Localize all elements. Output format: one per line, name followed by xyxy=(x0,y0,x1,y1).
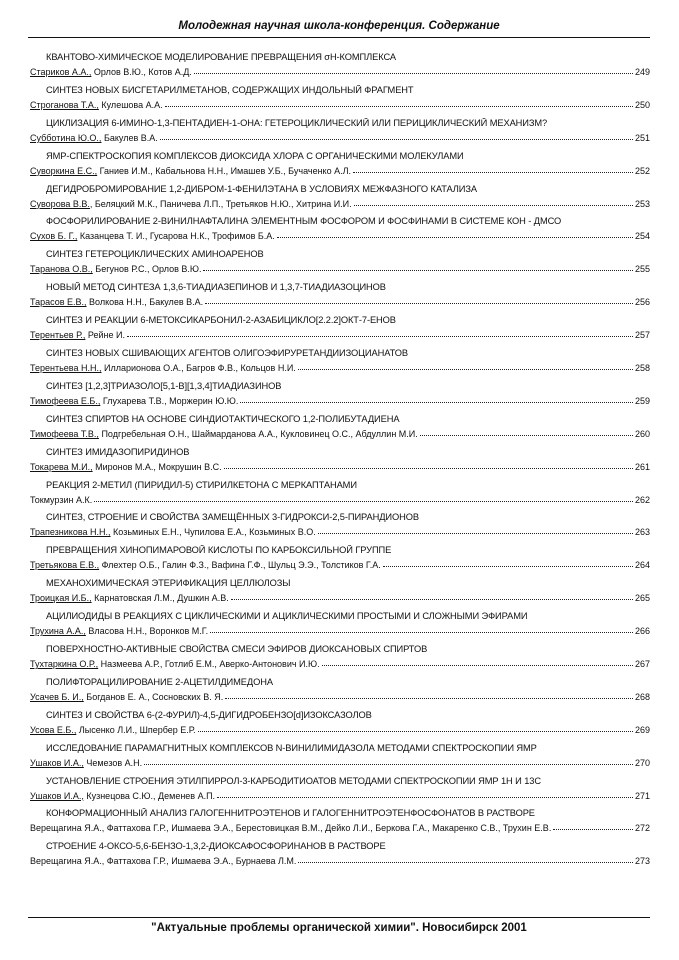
table-of-contents xyxy=(30,48,650,870)
co-authors: Карнатовская Л.М., Душкин А.В. xyxy=(91,593,229,604)
toc-entry xyxy=(30,48,650,81)
page-number: 254 xyxy=(634,231,650,242)
co-authors: Флехтер О.Б., Галин Ф.З., Вафина Г.Ф., Шульц Э.Э., Толстиков Г.А. xyxy=(99,560,381,571)
co-authors: Беляцкий М.К., Паничева Л.П., Третьяков Н.Ю., Хитрина И.И. xyxy=(92,198,352,209)
page-number: 255 xyxy=(634,264,650,275)
page-number: 260 xyxy=(634,428,650,439)
dot-leader xyxy=(165,106,633,107)
presenting-author: Токарева М.И., xyxy=(30,461,93,472)
page-number: 271 xyxy=(634,790,650,801)
presenting-author: Стариков А.А., xyxy=(30,67,92,77)
co-authors: Назмеева А.Р., Готлиб Е.М., Аверко-Антонович И.Ю. xyxy=(98,659,320,670)
presenting-author: Третьякова Е.В., xyxy=(30,560,100,571)
presenting-author: Таранова О.В., xyxy=(30,264,93,275)
page-number: 267 xyxy=(634,659,650,670)
entry-title: СИНТЕЗ [1,2,3]ТРИАЗОЛО[5,1-В][1,3,4]ТИАДИАЗИНОВ xyxy=(46,380,282,391)
toc-entry xyxy=(30,344,650,377)
dot-leader xyxy=(298,369,633,370)
entry-title: СИНТЕЗ И СВОЙСТВА 6-(2-ФУРИЛ)-4,5-ДИГИДРОБЕНЗО[d]ИЗОКСАЗОЛОВ xyxy=(46,709,372,720)
entry-line xyxy=(30,756,650,768)
dot-leader xyxy=(160,139,633,140)
co-authors: Чемезов А.Н. xyxy=(83,757,143,768)
entry-authors xyxy=(30,429,418,439)
entry-authors xyxy=(30,659,320,669)
entry-authors xyxy=(30,527,316,537)
entry-line xyxy=(30,98,650,110)
entry-authors xyxy=(30,758,142,768)
dot-leader xyxy=(210,632,633,633)
presenting-author: Терентьев Р., xyxy=(30,330,86,341)
presenting-author: Строганова Т.А., xyxy=(30,99,99,110)
dot-leader xyxy=(353,172,633,173)
presenting-author: Тухтаркина О.Р., xyxy=(30,659,99,670)
page-number: 250 xyxy=(634,99,650,110)
entry-title: ПОВЕРХНОСТНО-АКТИВНЫЕ СВОЙСТВА СМЕСИ ЭФИРОВ ДИОКСАНОВЫХ СПИРТОВ xyxy=(46,644,428,655)
toc-entry xyxy=(30,706,650,739)
toc-entry xyxy=(30,443,650,476)
dot-leader xyxy=(94,501,633,502)
dot-leader xyxy=(553,829,633,830)
entry-line xyxy=(30,854,650,866)
entry-title: ПРЕВРАЩЕНИЯ ХИНОПИМАРОВОЙ КИСЛОТЫ ПО КАРБОКСИЛЬНОЙ ГРУППЕ xyxy=(46,545,392,556)
entry-authors xyxy=(30,67,192,77)
page-number: 249 xyxy=(634,67,650,77)
page-number: 252 xyxy=(634,165,650,176)
entry-line xyxy=(30,229,650,241)
presenting-author: Сухов Б. Г., xyxy=(30,231,78,242)
page-number: 270 xyxy=(634,757,650,768)
entry-authors xyxy=(30,560,381,570)
entry-authors xyxy=(30,363,296,373)
toc-entry xyxy=(30,739,650,772)
entry-authors xyxy=(30,264,201,274)
page-number: 262 xyxy=(634,494,650,505)
dot-leader xyxy=(225,698,633,699)
entry-line xyxy=(30,789,650,801)
entry-title: ЦИКЛИЗАЦИЯ 6-ИМИНО-1,3-ПЕНТАДИЕН-1-ОНА: ГЕТЕРОЦИКЛИЧЕСКИЙ ИЛИ ПЕРИЦИКЛИЧЕСКИЙ МЕХАНИЗМ? xyxy=(46,117,548,128)
toc-entry xyxy=(30,541,650,574)
dot-leader xyxy=(318,533,633,534)
page-footer: "Актуальные проблемы органической химии". Новосибирск 2001 xyxy=(151,922,527,934)
page-number: 264 xyxy=(634,560,650,571)
co-authors: Власова Н.Н., Воронков М.Г. xyxy=(85,626,209,637)
entry-title: КВАНТОВО-ХИМИЧЕСКОЕ МОДЕЛИРОВАНИЕ ПРЕВРАЩЕНИЯ σH-КОМПЛЕКСА xyxy=(46,52,396,62)
entry-title: АЦИЛИОДИДЫ В РЕАКЦИЯХ С ЦИКЛИЧЕСКИМИ И АЦИКЛИЧЕСКИМИ ПРОСТЫМИ И СЛОЖНЫМИ ЭФИРАМИ xyxy=(46,611,528,622)
toc-entry xyxy=(30,212,650,245)
toc-entry xyxy=(30,410,650,443)
co-authors: Токмурзин А.К. xyxy=(30,494,93,505)
presenting-author: Трухина А.А., xyxy=(30,626,86,637)
toc-entry xyxy=(30,81,650,114)
page-number: 253 xyxy=(634,198,650,209)
dot-leader xyxy=(383,566,633,567)
entry-authors xyxy=(30,856,296,866)
toc-entry xyxy=(30,311,650,344)
entry-line xyxy=(30,821,650,833)
entry-authors xyxy=(30,791,215,801)
presenting-author: Тимофеева Е.Б., xyxy=(30,395,101,406)
entry-title: РЕАКЦИЯ 2-МЕТИЛ (ПИРИДИЛ-5) СТИРИЛКЕТОНА С МЕРКАПТАНАМИ xyxy=(46,479,357,490)
toc-entry xyxy=(30,245,650,278)
entry-title: НОВЫЙ МЕТОД СИНТЕЗА 1,3,6-ТИАДИАЗЕПИНОВ И 1,3,7-ТИАДИАЗОЦИНОВ xyxy=(46,282,386,293)
entry-title: КОНФОРМАЦИОННЫЙ АНАЛИЗ ГАЛОГЕННИТРОЭТЕНОВ И ГАЛОГЕННИТРОЭТЕНФОСФОНАТОВ В РАСТВОРЕ xyxy=(46,808,535,819)
entry-line xyxy=(30,690,650,702)
co-authors: Бакулев В.А. xyxy=(101,132,158,143)
toc-entry xyxy=(30,508,650,541)
entry-line xyxy=(30,262,650,274)
presenting-author: Суворкина Е.С., xyxy=(30,165,98,176)
dot-leader xyxy=(217,797,633,798)
toc-entry xyxy=(30,640,650,673)
entry-line xyxy=(30,558,650,570)
entry-title: СИНТЕЗ НОВЫХ БИСГЕТАРИЛМЕТАНОВ, СОДЕРЖАЩИХ ИНДОЛЬНЫЙ ФРАГМЕНТ xyxy=(46,84,414,95)
presenting-author: Терентьева Н.Н., xyxy=(30,363,102,374)
dot-leader xyxy=(277,237,633,238)
dot-leader xyxy=(194,73,633,74)
entry-authors xyxy=(30,725,196,735)
toc-entry xyxy=(30,574,650,607)
presenting-author: Ушаков И.А., xyxy=(30,790,84,801)
entry-line xyxy=(30,657,650,669)
presenting-author: Трапезникова Н.Н., xyxy=(30,527,111,538)
entry-authors xyxy=(30,692,223,702)
presenting-author: Усачев Б. И., xyxy=(30,691,84,702)
entry-title: СИНТЕЗ НОВЫХ СШИВАЮЩИХ АГЕНТОВ ОЛИГОЭФИРУРЕТАНДИИЗОЦИАНАТОВ xyxy=(46,348,408,359)
entry-authors xyxy=(30,626,208,636)
page-number: 272 xyxy=(634,823,650,834)
co-authors: Козьминых Е.Н., Чупилова Е.А., Козьминых В.О. xyxy=(110,527,316,538)
entry-line xyxy=(30,164,650,176)
entry-title: ФОСФОРИЛИРОВАНИЕ 2-ВИНИЛНАФТАЛИНА ЭЛЕМЕНТНЫМ ФОСФОРОМ И ФОСФИНАМИ В СИСТЕМЕ КОН - ДМСО xyxy=(46,216,562,227)
page-number: 273 xyxy=(634,856,650,867)
entry-title: СИНТЕЗ СПИРТОВ НА ОСНОВЕ СИНДИОТАКТИЧЕСКОГО 1,2-ПОЛИБУТАДИЕНА xyxy=(46,413,400,424)
entry-authors xyxy=(30,166,351,176)
toc-entry xyxy=(30,804,650,837)
toc-entry xyxy=(30,673,650,706)
presenting-author: Тимофеева Т.В., xyxy=(30,428,99,439)
toc-entry xyxy=(30,607,650,640)
dot-leader xyxy=(420,435,633,436)
entry-line xyxy=(30,295,650,307)
co-authors: Подгребельная О.Н., Шаймарданова А.А., Кукловинец О.С., Абдуллин М.И. xyxy=(98,428,418,439)
entry-line xyxy=(30,328,650,340)
co-authors: Ганиев И.М., Кабальнова Н.Н., Имашев У.Б., Бучаченко А.Л. xyxy=(97,165,351,176)
entry-line xyxy=(30,493,650,505)
entry-line xyxy=(30,460,650,472)
entry-title: СТРОЕНИЕ 4-ОКСО-5,6-БЕНЗО-1,3,2-ДИОКСАФОСФОРИНАНОВ В РАСТВОРЕ xyxy=(46,841,386,852)
dot-leader xyxy=(205,303,633,304)
dot-leader xyxy=(198,731,633,732)
entry-authors xyxy=(30,297,203,307)
entry-line xyxy=(30,394,650,406)
toc-entry xyxy=(30,147,650,180)
dot-leader xyxy=(240,402,633,403)
entry-authors xyxy=(30,133,158,143)
dot-leader xyxy=(224,468,633,469)
entry-line xyxy=(30,131,650,143)
toc-entry xyxy=(30,377,650,410)
entry-title: ИССЛЕДОВАНИЕ ПАРАМАГНИТНЫХ КОМПЛЕКСОВ N-ВИНИЛИМИДАЗОЛА МЕТОДАМИ СПЕКТРОСКОПИИ ЯМР xyxy=(46,742,537,753)
presenting-author: Тарасов Е.В., xyxy=(30,297,87,308)
co-authors: Бегунов Р.С., Орлов В.Ю. xyxy=(92,264,202,275)
header-rule xyxy=(28,37,650,38)
page-number: 268 xyxy=(634,691,650,702)
page-number: 263 xyxy=(634,527,650,538)
co-authors: Богданов Е. А., Сосновских В. Я. xyxy=(83,691,224,702)
presenting-author: Суворова В.В., xyxy=(30,198,93,209)
entry-authors xyxy=(30,462,222,472)
entry-line xyxy=(30,427,650,439)
entry-title: ПОЛИФТОРАЦИЛИРОВАНИЕ 2-АЦЕТИЛДИМЕДОНА xyxy=(46,676,273,687)
page-header: Молодежная научная школа-конференция. Содержание xyxy=(178,20,500,32)
page-number: 257 xyxy=(634,330,650,341)
entry-title: СИНТЕЗ ИМИДАЗОПИРИДИНОВ xyxy=(46,446,190,457)
co-authors: Верещагина Я.А., Фаттахова Г.Р., Ишмаева Э.А., Бурнаева Л.М. xyxy=(30,856,297,867)
entry-authors xyxy=(30,593,229,603)
co-authors: Казанцева Т. И., Гусарова Н.К., Трофимов Б.А. xyxy=(77,231,275,242)
entry-authors xyxy=(30,231,275,241)
entry-line xyxy=(30,525,650,537)
dot-leader xyxy=(298,862,633,863)
co-authors: Кузнецова С.Ю., Деменев А.П. xyxy=(83,790,216,801)
page-number: 251 xyxy=(634,132,650,143)
co-authors: Лысенко Л.И., Шпербер Е.Р. xyxy=(76,724,196,735)
presenting-author: Ушаков И.А., xyxy=(30,757,84,768)
presenting-author: Усова Е.Б., xyxy=(30,724,77,735)
page-number: 265 xyxy=(634,593,650,604)
entry-authors xyxy=(30,199,352,209)
toc-entry xyxy=(30,772,650,805)
page-number: 261 xyxy=(634,461,650,472)
presenting-author: Троицкая И.Б., xyxy=(30,593,92,604)
footer-rule xyxy=(28,917,650,918)
entry-line xyxy=(30,197,650,209)
page-number: 258 xyxy=(634,363,650,374)
toc-entry xyxy=(30,837,650,870)
entry-title: ДЕГИДРОБРОМИРОВАНИЕ 1,2-ДИБРОМ-1-ФЕНИЛЭТАНА В УСЛОВИЯХ МЕЖФАЗНОГО КАТАЛИЗА xyxy=(46,183,477,194)
dot-leader xyxy=(322,665,633,666)
dot-leader xyxy=(127,336,633,337)
entry-authors xyxy=(30,330,125,340)
entry-title: ЯМР-СПЕКТРОСКОПИЯ КОМПЛЕКСОВ ДИОКСИДА ХЛОРА С ОРГАНИЧЕСКИМИ МОЛЕКУЛАМИ xyxy=(46,150,464,161)
entry-title: СИНТЕЗ ГЕТЕРОЦИКЛИЧЕСКИХ АМИНОАРЕНОВ xyxy=(46,249,264,260)
co-authors: Волкова Н.Н., Бакулев В.А. xyxy=(86,297,204,308)
entry-title: СИНТЕЗ, СТРОЕНИЕ И СВОЙСТВА ЗАМЕЩЁННЫХ 3-ГИДРОКСИ-2,5-ПИРАНДИОНОВ xyxy=(46,512,419,523)
entry-authors xyxy=(30,823,551,833)
toc-entry xyxy=(30,476,650,509)
entry-line xyxy=(30,65,650,77)
co-authors: Орлов В.Ю., Котов А.Д. xyxy=(91,67,192,77)
dot-leader xyxy=(231,599,633,600)
co-authors: Глухарева Т.В., Моржерин Ю.Ю. xyxy=(100,395,239,406)
dot-leader xyxy=(354,205,633,206)
dot-leader xyxy=(203,270,632,271)
page-number: 269 xyxy=(634,724,650,735)
entry-authors xyxy=(30,495,92,505)
entry-line xyxy=(30,361,650,373)
entry-line xyxy=(30,723,650,735)
entry-authors xyxy=(30,100,163,110)
page-number: 256 xyxy=(634,297,650,308)
toc-entry xyxy=(30,180,650,213)
entry-title: УСТАНОВЛЕНИЕ СТРОЕНИЯ ЭТИЛПИРРОЛ-3-КАРБОДИТИОАТОВ МЕТОДАМИ СПЕКТРОСКОПИИ ЯМР 1H И 13C xyxy=(46,775,541,786)
entry-title: МЕХАНОХИМИЧЕСКАЯ ЭТЕРИФИКАЦИЯ ЦЕЛЛЮЛОЗЫ xyxy=(46,578,291,589)
co-authors: Илларионова О.А., Багров Ф.В., Кольцов Н.И. xyxy=(101,363,296,374)
toc-entry xyxy=(30,278,650,311)
dot-leader xyxy=(144,764,633,765)
page-number: 266 xyxy=(634,626,650,637)
entry-authors xyxy=(30,396,238,406)
entry-line xyxy=(30,624,650,636)
co-authors: Верещагина Я.А., Фаттахова Г.Р., Ишмаева Э.А., Берестовицкая В.М., Дейко Л.И., Беркова Г.А., Макаренко С.В., Трухин Е.В. xyxy=(30,823,552,834)
toc-entry xyxy=(30,114,650,147)
co-authors: Кулешова А.А. xyxy=(98,99,163,110)
page-number: 259 xyxy=(634,395,650,406)
presenting-author: Субботина Ю.О., xyxy=(30,132,102,143)
co-authors: Рейне И. xyxy=(85,330,125,341)
entry-title: СИНТЕЗ И РЕАКЦИИ 6-МЕТОКСИКАРБОНИЛ-2-АЗАБИЦИКЛО[2.2.2]ОКТ-7-ЕНОВ xyxy=(46,315,396,326)
entry-line xyxy=(30,591,650,603)
co-authors: Миронов М.А., Мокрушин В.С. xyxy=(92,461,222,472)
